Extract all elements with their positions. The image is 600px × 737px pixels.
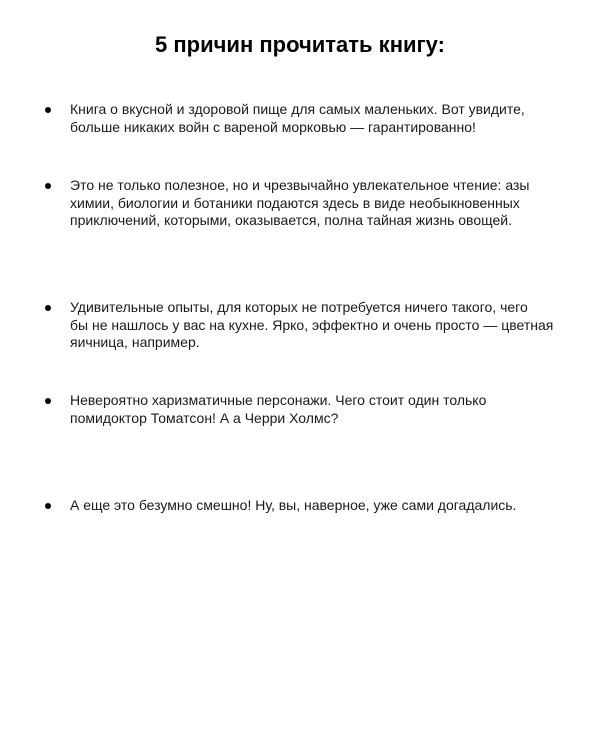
page-title: 5 причин прочитать книгу: bbox=[155, 32, 445, 57]
reason-text-line: Это не только полезное, но и чрезвычайно увлекательное чтение: азы bbox=[70, 177, 530, 193]
reason-text-line: яичница, например. bbox=[70, 334, 200, 350]
reason-text bbox=[70, 101, 525, 136]
reason-text-line: Книга о вкусной и здоровой пище для самых маленьких. Вот увидите, bbox=[70, 101, 525, 117]
reason-text bbox=[70, 177, 529, 230]
bullet-dot-icon bbox=[45, 305, 51, 311]
reason-text-line: приключений, которыми, оказывается, полна тайная жизнь овощей. bbox=[70, 212, 512, 228]
reason-text bbox=[70, 299, 553, 352]
bullet-dot-icon bbox=[45, 183, 51, 189]
reason-text-line: химии, биологии и ботаники подаются здесь в виде необыкновенных bbox=[70, 194, 520, 211]
reason-text bbox=[70, 497, 516, 515]
reason-text-line: больше никаких войн с вареной морковью — гарантированно! bbox=[70, 118, 476, 135]
reason-text-line: бы не нашлось у вас на кухне. Ярко, эффектно и очень просто — цветная bbox=[70, 316, 554, 333]
reason-text bbox=[70, 392, 486, 427]
reason-text-line: Невероятно харизматичные персонажи. Чего стоит один только bbox=[70, 392, 487, 408]
reason-text-line: помидоктор Томатсон! А а Черри Холмс? bbox=[70, 409, 339, 426]
bullet-dot-icon bbox=[45, 398, 51, 404]
bullet-dot-icon bbox=[45, 107, 51, 113]
reason-text-line: Удивительные опыты, для которых не потребуется ничего такого, чего bbox=[70, 299, 528, 315]
reason-text-line: А еще это безумно смешно! Ну, вы, наверное, уже сами догадались. bbox=[70, 497, 517, 513]
bullet-dot-icon bbox=[45, 503, 51, 509]
